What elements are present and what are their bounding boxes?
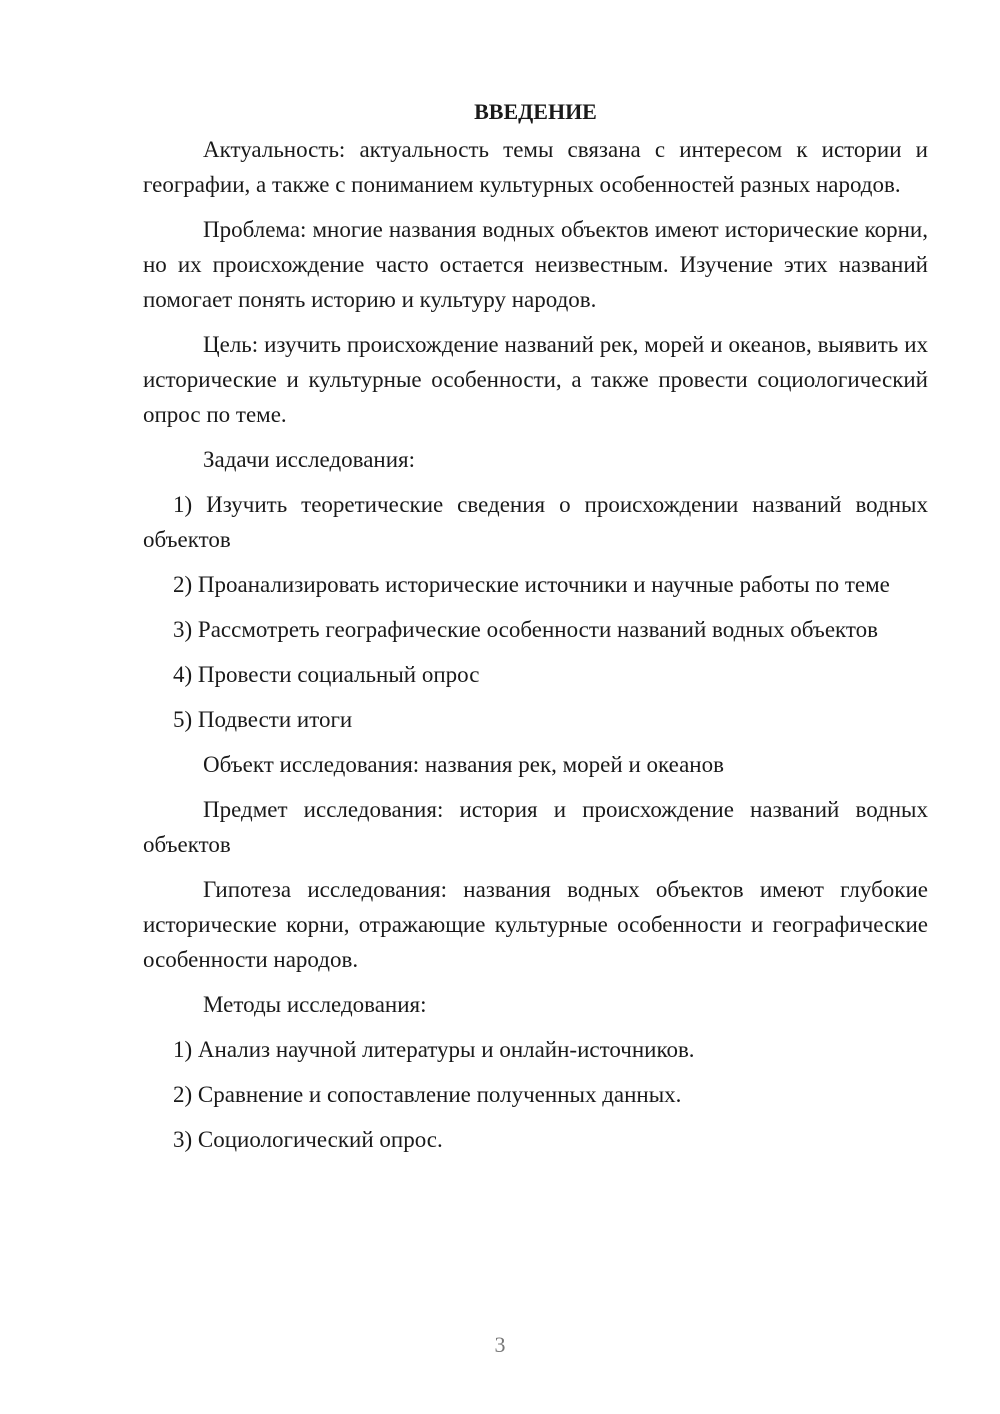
tasks-heading: Задачи исследования: [203, 447, 416, 472]
relevance-paragraph: Актуальность: актуальность темы связана с интересом к истории и географии, а также с пониманием культурных особенностей разных народов. [143, 137, 928, 197]
task-item: 2) Проанализировать исторические источники и научные работы по теме [173, 572, 890, 597]
task-item: 4) Провести социальный опрос [173, 662, 480, 687]
problem-paragraph: Проблема: многие названия водных объектов имеют исторические корни, но их происхождение часто остается неизвестным. Изучение этих названий помогает понять историю и культуру народов. [143, 217, 928, 312]
task-item: 5) Подвести итоги [173, 707, 353, 732]
page-content [143, 94, 928, 1167]
method-item: 1) Анализ научной литературы и онлайн-источников. [173, 1037, 695, 1062]
method-item: 3) Социологический опрос. [173, 1127, 443, 1152]
object-paragraph: Объект исследования: названия рек, морей и океанов [203, 752, 724, 777]
methods-heading: Методы исследования: [203, 992, 427, 1017]
hypothesis-paragraph: Гипотеза исследования: названия водных объектов имеют глубокие исторические корни, отражающие культурные особенности и географические особенности народов. [143, 877, 928, 972]
page-title: ВВЕДЕНИЕ [474, 99, 597, 124]
subject-paragraph: Предмет исследования: история и происхождение названий водных объектов [143, 797, 928, 857]
page-number: 3 [494, 1332, 506, 1357]
method-item: 2) Сравнение и сопоставление полученных данных. [173, 1082, 682, 1107]
task-item: 1) Изучить теоретические сведения о происхождении названий водных объектов [143, 492, 928, 552]
goal-paragraph: Цель: изучить происхождение названий рек, морей и океанов, выявить их исторические и культурные особенности, а также провести социологический опрос по теме. [143, 332, 928, 427]
task-item: 3) Рассмотреть географические особенности названий водных объектов [173, 617, 879, 642]
